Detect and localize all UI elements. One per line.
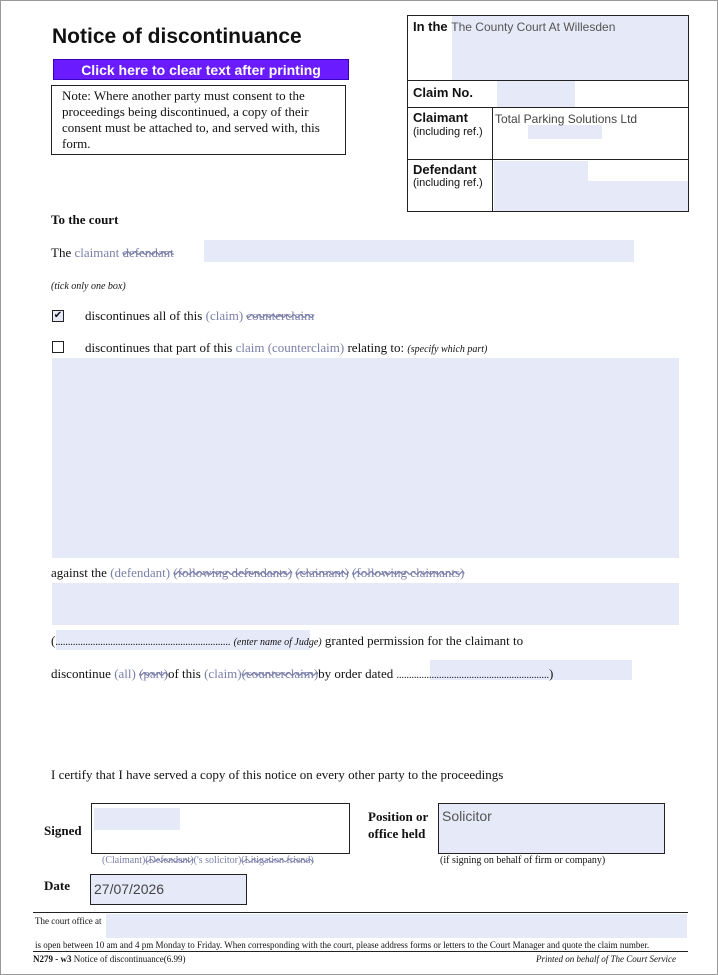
claim-no-label: Claim No. [413, 85, 473, 100]
consent-note-text: Note: Where another party must consent to the proceedings being discontinued, a copy of their consent must be attached to, and served with, this form. [62, 88, 320, 151]
caption-struck-2: (Litigation friend) [241, 855, 314, 866]
option-all-line [85, 308, 314, 324]
certify-statement: I certify that I have served a copy of this notice on every other party to the proceedings [51, 767, 504, 782]
judge-enter-note: (enter name of Judge) [233, 637, 322, 648]
caption-claimant: (Claimant) [102, 855, 146, 866]
to-the-court-heading: To the court [51, 212, 119, 227]
in-the-label: In the [413, 19, 448, 34]
claim-word: (claim) [204, 666, 242, 681]
judge-dots: ...................................................................... [55, 637, 231, 648]
position-label-line1: Position or [368, 809, 429, 824]
defendant-word-struck: defendant [122, 245, 174, 260]
court-box-divider-2 [408, 107, 688, 108]
claimant-label: Claimant [413, 110, 468, 125]
in-the-line [413, 19, 615, 34]
by-order-dated: by order dated [318, 666, 394, 681]
claimant-sub-label: (including ref.) [413, 126, 483, 138]
against-struck-2: (claimant) [295, 565, 349, 580]
signature-field[interactable] [94, 808, 180, 830]
option-all-text: discontinues all of this [85, 308, 203, 323]
firm-note: (if signing on behalf of firm or company) [440, 855, 606, 866]
position-field[interactable]: Solicitor [438, 803, 665, 854]
form-code: N279 - w3 [33, 954, 72, 964]
option-part-text: discontinues that part of this [85, 340, 233, 355]
specify-part-textarea[interactable] [52, 358, 679, 558]
defendant-name-field[interactable] [494, 161, 588, 181]
caption-solicitor: ('s solicitor) [193, 855, 242, 866]
form-code-line [33, 954, 185, 964]
discontinue-line [51, 666, 553, 682]
option-part-specify: (specify which part) [407, 344, 488, 355]
party-line [51, 245, 174, 261]
part-struck: (part) [139, 666, 168, 681]
position-label [368, 808, 428, 842]
close-paren: ) [549, 666, 554, 681]
option-all-claim: (claim) [205, 308, 244, 323]
against-defendant: (defendant) [110, 565, 171, 580]
against-names-field[interactable] [52, 583, 679, 625]
counterclaim-struck: (counterclaim) [241, 666, 319, 681]
court-office-label: The court office at [35, 916, 102, 926]
the-word: The [51, 245, 72, 260]
option-all-counterclaim-struck: counterclaim [246, 308, 315, 323]
claimant-ref-field[interactable] [528, 125, 602, 139]
against-the: against the [51, 565, 107, 580]
form-title: Notice of discontinuance [52, 25, 302, 48]
claim-no-field[interactable] [497, 81, 575, 107]
order-dots: ............................................................. [396, 670, 549, 681]
date-field[interactable]: 27/07/2026 [90, 874, 247, 905]
court-details-box [407, 15, 689, 212]
court-name: The County Court At Willesden [451, 20, 616, 34]
discontinue-part-checkbox[interactable] [52, 341, 64, 353]
discontinue-all-checkbox[interactable]: ✔ [53, 310, 63, 321]
against-struck-1: (following defendants) [173, 565, 293, 580]
court-office-field[interactable] [106, 914, 687, 938]
judge-granted: granted permission for the claimant to [324, 633, 524, 648]
clear-text-button[interactable]: Click here to clear text after printing [53, 59, 349, 80]
party-name-field[interactable] [204, 240, 634, 262]
against-line [51, 565, 464, 581]
judge-open-paren: ( [51, 633, 56, 648]
signed-label: Signed [44, 823, 82, 838]
defendant-label: Defendant [413, 162, 477, 177]
tick-note: (tick only one box) [51, 281, 126, 292]
against-struck-3: (following claimants) [352, 565, 465, 580]
date-label: Date [44, 878, 70, 893]
signature-box[interactable] [91, 803, 350, 854]
judge-line [51, 633, 523, 649]
of-this: of this [167, 666, 201, 681]
office-hours: is open between 10 am and 4 pm Monday to Friday. When corresponding with the court, please address forms or letters to the Court Manager and quote the claim number. [35, 940, 650, 950]
footer-rule-top [33, 912, 688, 913]
option-part-claim: claim [235, 340, 265, 355]
claimant-word: claimant [74, 245, 120, 260]
signature-caption [102, 855, 314, 866]
court-box-divider-3 [408, 159, 688, 160]
all-word: (all) [114, 666, 136, 681]
defendant-ref-field[interactable] [494, 181, 688, 211]
option-part-relating: relating to: [347, 340, 405, 355]
claimant-value[interactable]: Total Parking Solutions Ltd [495, 112, 638, 126]
footer-rule-bottom [33, 951, 688, 952]
discontinue-word: discontinue [51, 666, 111, 681]
caption-struck-1: (Defendant) [145, 855, 194, 866]
printed-by: Printed on behalf of The Court Service [536, 954, 676, 964]
option-part-counterclaim: (counterclaim) [267, 340, 345, 355]
consent-note [51, 85, 346, 155]
form-name: Notice of discontinuance(6.99) [73, 954, 186, 964]
position-label-line2: office held [368, 826, 426, 841]
option-part-line [85, 340, 487, 356]
defendant-sub-label: (including ref.) [413, 177, 483, 189]
